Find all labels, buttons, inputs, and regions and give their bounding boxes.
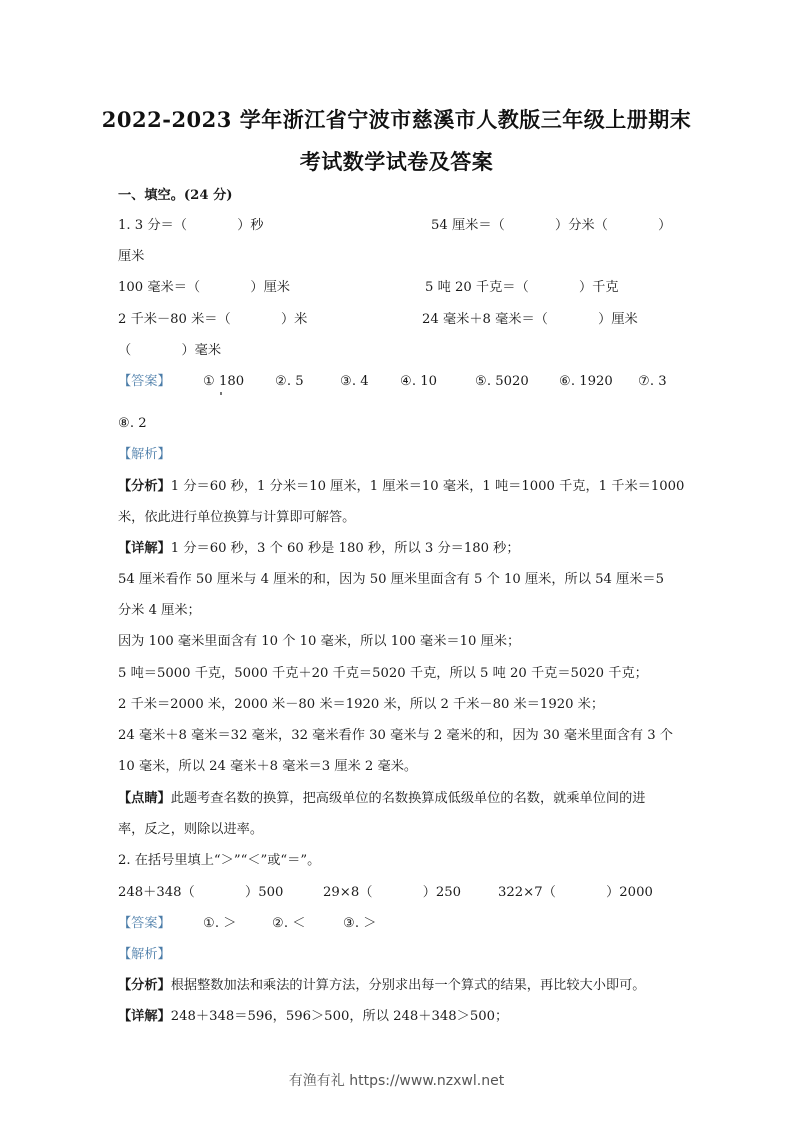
q1-row4-left: 2 千米－80 米＝（ ）米: [118, 312, 308, 327]
dianjing-tag: 【点睛】: [118, 791, 171, 806]
dianjing-text: 此题考查名数的换算，把高级单位的名数换算成低级单位的名数，就乘单位间的进: [170, 791, 646, 806]
q1-fenxi-line-1: [118, 478, 684, 496]
q1-answer-8: ⑧. 2: [118, 416, 147, 431]
q1-answer-6: ⑥. 1920: [559, 374, 613, 389]
section-heading-fill-in: 一、填空。(24 分): [118, 188, 233, 203]
page-title-line-1: 2022-2023 学年浙江省宁波市慈溪市人教版三年级上册期末: [101, 107, 692, 132]
q1-xiangjie-line-3: 分米 4 厘米；: [118, 603, 201, 618]
q1-answer-7: ⑦. 3: [638, 374, 667, 389]
xiangjie-tag: 【详解】: [118, 541, 171, 556]
q1-answer-1: ① 180: [203, 374, 245, 389]
q1-xiangjie-line-5: 5 吨＝5000 千克，5000 千克＋20 千克＝5020 千克，所以 5 吨 20 千克＝5020 千克；: [118, 666, 648, 681]
q2-answer-3: ③. ＞: [343, 916, 377, 931]
q1-answer-3: ③. 4: [340, 374, 369, 389]
fenxi-text: 根据整数加法和乘法的计算方法，分别求出每一个算式的结果，再比较大小即可。: [170, 978, 646, 993]
stray-dot-mark: [220, 392, 222, 395]
q1-dianjing-line-1: [118, 790, 646, 808]
fenxi-tag: 【分析】: [118, 978, 171, 993]
q2-prompt: 2. 在括号里填上“＞”“＜”或“＝”。: [118, 853, 321, 868]
q1-xiangjie-line-6: 2 千米＝2000 米，2000 米－80 米＝1920 米，所以 2 千米－80 米＝1920 米；: [118, 697, 605, 712]
q1-row1-right: 54 厘米＝（ ）分米（ ）: [431, 218, 672, 233]
q2-expr-2: 29×8（ ）250: [323, 885, 462, 900]
q2-answer-2: ②. ＜: [272, 916, 306, 931]
xiangjie-tag: 【详解】: [118, 1009, 171, 1024]
q1-xiangjie-line-1: [118, 540, 520, 558]
q1-answer-2: ②. 5: [275, 374, 304, 389]
q1-xiangjie-line-7: 24 毫米＋8 毫米＝32 毫米，32 毫米看作 30 毫米与 2 毫米的和，因为 30 毫米里面含有 3 个: [118, 728, 673, 743]
q1-answer-tag: 【答案】: [118, 374, 171, 389]
q2-answer-tag: 【答案】: [118, 916, 171, 931]
q2-expr-1: 248＋348（ ）500: [118, 885, 284, 900]
q2-expr-3: 322×7（ ）2000: [498, 885, 653, 900]
q1-row4-right: 24 毫米＋8 毫米＝（ ）厘米: [422, 312, 638, 327]
fenxi-text: 1 分＝60 秒，1 分米＝10 厘米，1 厘米＝10 毫米，1 吨＝1000 千克，1 千米＝1000: [170, 479, 685, 494]
fenxi-tag: 【分析】: [118, 479, 171, 494]
xiangjie-text: 248＋348＝596，596＞500，所以 248＋348＞500；: [170, 1009, 509, 1024]
q2-xiangjie-line-1: [118, 1008, 508, 1026]
q1-row5: （ ）毫米: [118, 343, 222, 358]
q1-analysis-tag: 【解析】: [118, 447, 171, 462]
footer-watermark: 有渔有礼 https://www.nzxwl.net: [288, 1073, 505, 1089]
q2-fenxi-line-1: [118, 977, 646, 995]
q1-xiangjie-line-4: 因为 100 毫米里面含有 10 个 10 毫米，所以 100 毫米＝10 厘米；: [118, 634, 521, 649]
q1-row1-left: 1. 3 分＝（ ）秒: [118, 218, 264, 233]
xiangjie-text: 1 分＝60 秒，3 个 60 秒是 180 秒，所以 3 分＝180 秒；: [170, 541, 520, 556]
q1-answer-4: ④. 10: [400, 374, 437, 389]
q2-answer-1: ①. ＞: [203, 916, 237, 931]
q1-dianjing-line-2: 率，反之，则除以进率。: [118, 822, 264, 837]
q2-analysis-tag: 【解析】: [118, 947, 171, 962]
q1-xiangjie-line-2: 54 厘米看作 50 厘米与 4 厘米的和，因为 50 厘米里面含有 5 个 10 厘米，所以 54 厘米＝5: [118, 572, 665, 587]
page-title-line-2: 考试数学试卷及答案: [299, 149, 494, 174]
q1-row3-left: 100 毫米＝（ ）厘米: [118, 280, 290, 295]
q1-xiangjie-line-8: 10 毫米，所以 24 毫米＋8 毫米＝3 厘米 2 毫米。: [118, 759, 418, 774]
q1-fenxi-line-2: 米，依此进行单位换算与计算即可解答。: [118, 510, 356, 525]
q1-row2: 厘米: [118, 249, 145, 264]
q1-answer-5: ⑤. 5020: [475, 374, 529, 389]
q1-row3-right: 5 吨 20 千克＝（ ）千克: [425, 280, 619, 295]
